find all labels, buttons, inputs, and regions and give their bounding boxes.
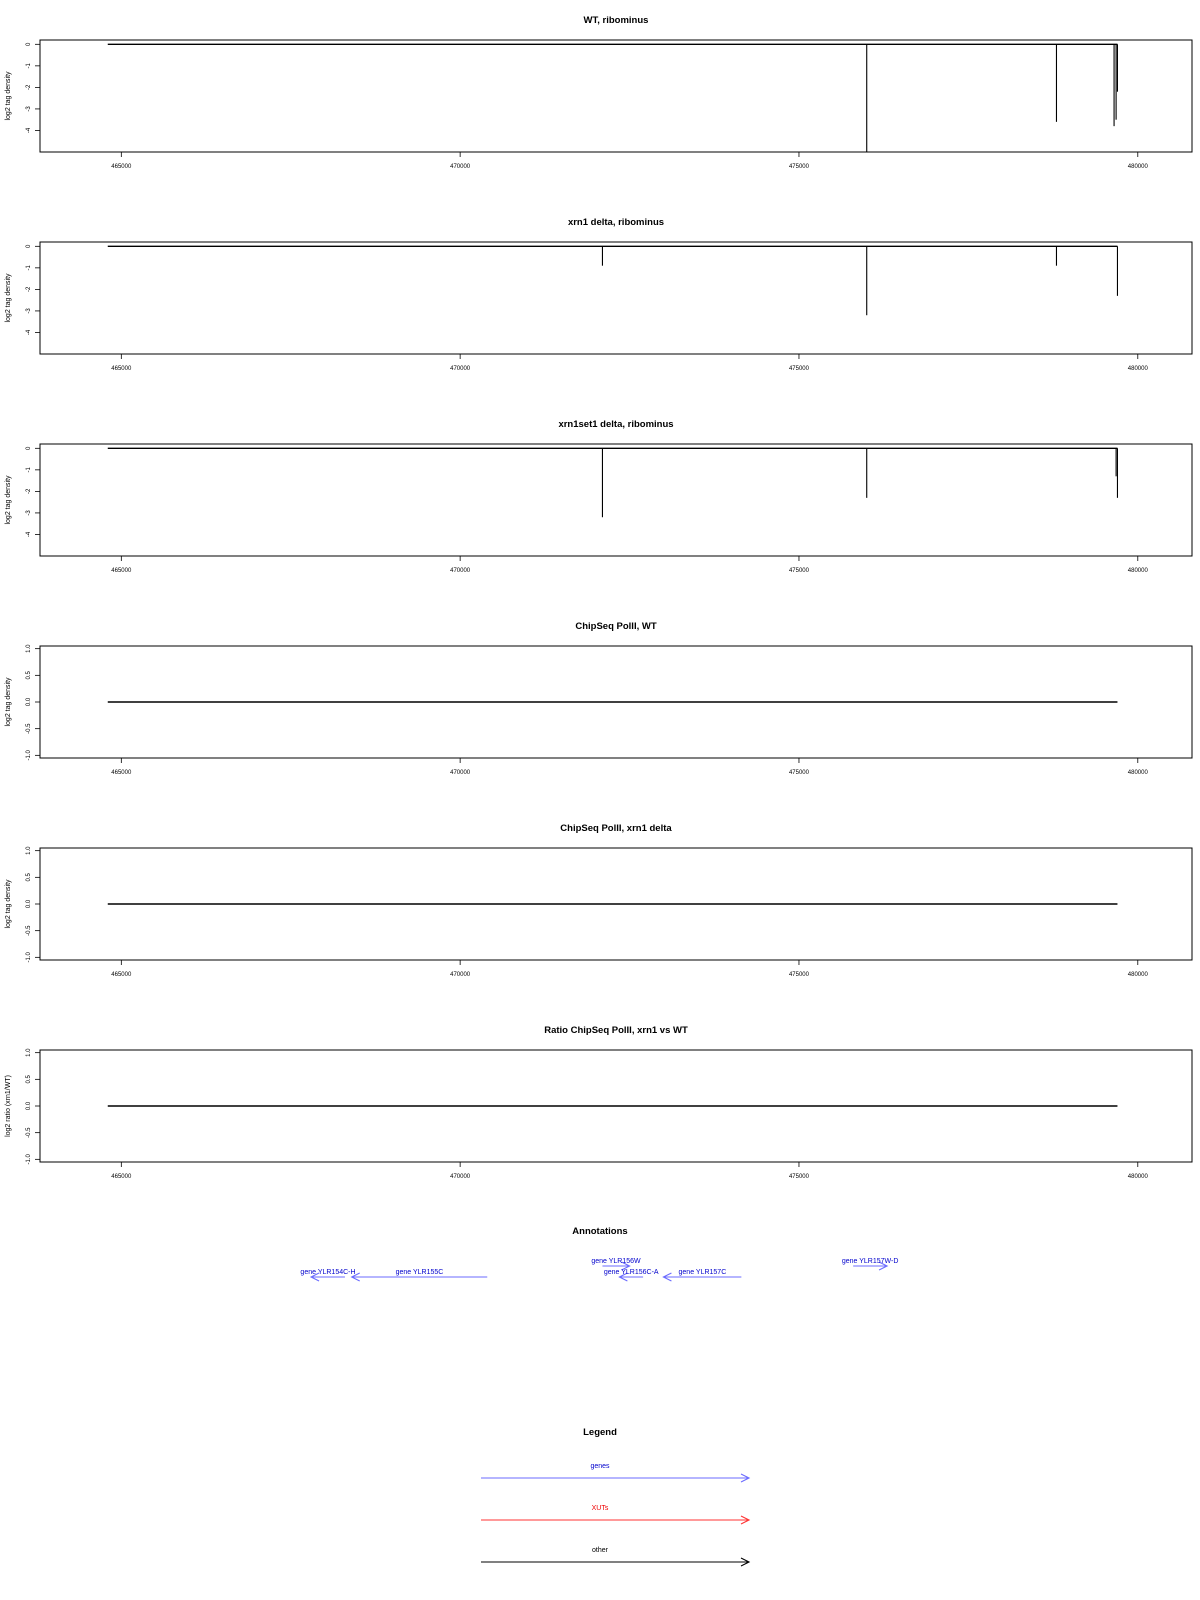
x-tick-label: 475000 [788, 366, 809, 372]
y-tick-label: -1.0 [26, 952, 32, 963]
panel-title: xrn1 delta, ribominus [567, 217, 665, 228]
x-tick-label: 480000 [1127, 770, 1148, 776]
x-tick-label: 470000 [450, 1174, 471, 1180]
y-axis-label: log2 tag density [5, 879, 12, 929]
y-tick-label: 0.0 [26, 697, 32, 707]
gene-label: gene YLR154C-H [300, 1269, 356, 1276]
y-tick-label: 0.5 [26, 1075, 32, 1084]
legend-item [481, 1505, 749, 1524]
track-panel [5, 419, 1192, 574]
x-tick-label: 465000 [111, 366, 132, 372]
x-tick-label: 480000 [1127, 1174, 1148, 1180]
x-tick-label: 465000 [111, 972, 132, 978]
y-tick-label: 1.0 [26, 846, 32, 855]
y-tick-label: 1.0 [26, 1048, 32, 1057]
x-tick-label: 465000 [111, 770, 132, 776]
y-tick-label: -1.0 [26, 750, 32, 761]
plot-frame [40, 444, 1192, 556]
track-panel [5, 217, 1192, 372]
y-tick-label: -2 [26, 286, 32, 293]
annotations-title: Annotations [572, 1226, 628, 1237]
x-tick-label: 470000 [450, 568, 471, 574]
y-tick-label: -1 [26, 63, 32, 69]
gene-annotation [663, 1269, 741, 1281]
gene-label: gene YLR156C-A [603, 1269, 659, 1276]
legend-item [481, 1547, 749, 1566]
x-tick-label: 475000 [788, 972, 809, 978]
y-tick-label: -3 [26, 510, 32, 516]
x-tick-label: 480000 [1127, 568, 1148, 574]
panel-title: ChipSeq PolII, WT [575, 621, 657, 632]
legend [481, 1427, 749, 1566]
y-tick-label: 0 [26, 446, 32, 450]
y-axis-label: log2 tag density [5, 475, 12, 525]
track-panel [5, 823, 1192, 978]
legend-item-label: other [592, 1547, 608, 1554]
panel-title: ChipSeq PolII, xrn1 delta [560, 823, 672, 834]
y-tick-label: 0.5 [26, 873, 32, 882]
gene-label: gene YLR156W [591, 1258, 641, 1265]
y-axis-label: log2 tag density [5, 273, 12, 323]
y-tick-label: 1.0 [26, 644, 32, 653]
y-tick-label: -2 [26, 84, 32, 91]
x-tick-label: 465000 [111, 164, 132, 170]
y-tick-label: 0.0 [26, 899, 32, 909]
y-tick-label: -1 [26, 265, 32, 271]
x-tick-label: 475000 [788, 568, 809, 574]
track-panels [5, 15, 1192, 1180]
gene-arrows [300, 1258, 898, 1281]
y-tick-label: -0.5 [26, 1127, 32, 1138]
x-tick-label: 480000 [1127, 972, 1148, 978]
x-tick-label: 475000 [788, 770, 809, 776]
y-axis-label: log2 ratio (xrn1/WT) [5, 1075, 12, 1137]
y-tick-label: -3 [26, 106, 32, 112]
legend-item-label: genes [590, 1463, 610, 1470]
track-panel [5, 1025, 1192, 1180]
y-axis-label: log2 tag density [5, 71, 12, 121]
track-panel [5, 621, 1192, 776]
y-tick-label: -3 [26, 308, 32, 314]
y-tick-label: -0.5 [26, 925, 32, 936]
panel-title: xrn1set1 delta, ribominus [558, 419, 674, 430]
x-tick-label: 465000 [111, 1174, 132, 1180]
y-tick-label: 0.0 [26, 1101, 32, 1111]
gene-label: gene YLR157C [678, 1269, 727, 1276]
plot-frame [40, 242, 1192, 354]
legend-item-label: XUTs [591, 1505, 609, 1512]
track-panel [5, 15, 1192, 170]
plot-frame [40, 40, 1192, 152]
y-axis-label: log2 tag density [5, 677, 12, 727]
gene-annotation [300, 1269, 355, 1281]
legend-items [481, 1463, 749, 1566]
y-tick-label: -1 [26, 467, 32, 473]
x-tick-label: 470000 [450, 164, 471, 170]
x-tick-label: 470000 [450, 770, 471, 776]
y-tick-label: -1.0 [26, 1154, 32, 1165]
x-tick-label: 475000 [788, 1174, 809, 1180]
annotations-panel [300, 1226, 898, 1281]
gene-annotation [352, 1269, 488, 1281]
y-tick-label: 0 [26, 244, 32, 248]
y-tick-label: 0 [26, 42, 32, 46]
x-tick-label: 480000 [1127, 164, 1148, 170]
y-tick-label: -4 [26, 329, 32, 336]
x-tick-label: 480000 [1127, 366, 1148, 372]
x-tick-label: 475000 [788, 164, 809, 170]
y-tick-label: -2 [26, 488, 32, 495]
x-tick-label: 470000 [450, 366, 471, 372]
legend-item [481, 1463, 749, 1482]
x-tick-label: 470000 [450, 972, 471, 978]
y-tick-label: 0.5 [26, 671, 32, 680]
gene-annotation [842, 1258, 899, 1270]
legend-title: Legend [583, 1427, 617, 1438]
y-tick-label: -4 [26, 127, 32, 134]
panel-title: WT, ribominus [583, 15, 649, 26]
gene-annotation [604, 1269, 659, 1281]
gene-label: gene YLR155C [395, 1269, 444, 1276]
y-tick-label: -0.5 [26, 723, 32, 734]
panel-title: Ratio ChipSeq PolII, xrn1 vs WT [544, 1025, 688, 1036]
x-tick-label: 465000 [111, 568, 132, 574]
y-tick-label: -4 [26, 531, 32, 538]
gene-label: gene YLR157W-D [841, 1258, 899, 1265]
